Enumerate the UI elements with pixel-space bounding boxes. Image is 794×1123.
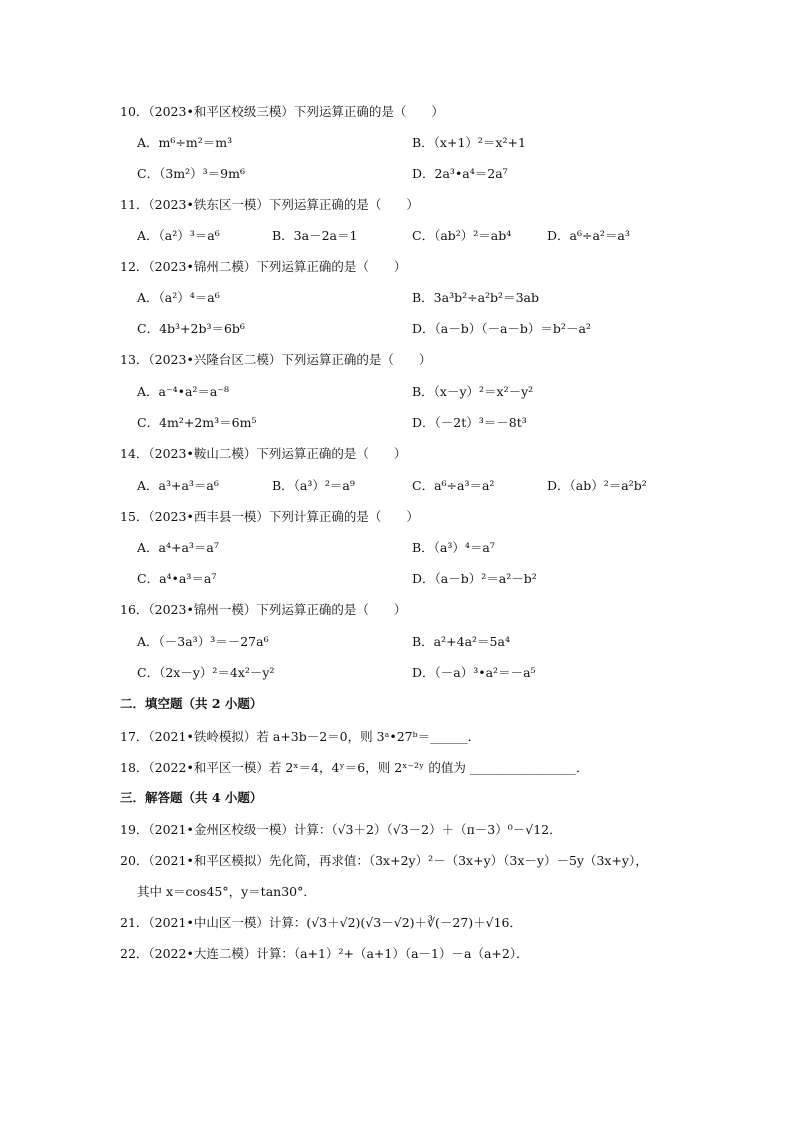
options-row: [0, 226, 794, 246]
options-row: [0, 382, 794, 402]
option-b: B．（x－y）²＝x²－y²: [412, 384, 534, 399]
option-a: A．a³+a³＝a⁶: [137, 478, 219, 493]
option-a: A．（－3a³）³＝－27a⁶: [137, 634, 269, 649]
question-13: [0, 350, 794, 370]
question-stem: 21．（2021•中山区一模）计算：(√3＋√2)(√3－√2)＋∛(－27)＋√16．: [120, 915, 523, 930]
question-12: [0, 257, 794, 277]
options-row: [0, 288, 794, 308]
option-d: D．（a－b）²＝a²－b²: [412, 571, 537, 586]
question-stem: 15．（2023•西丰县一模）下列计算正确的是（ ）: [120, 509, 419, 524]
option-a: A．（a²）³＝a⁶: [137, 228, 220, 243]
option-b: B．（a³）⁴＝a⁷: [412, 540, 495, 555]
option-b: B．（x+1）²＝x²+1: [412, 135, 526, 150]
question-16: [0, 600, 794, 620]
option-d: D．a⁶÷a²＝a³: [547, 228, 630, 243]
option-d: D．（a－b）（－a－b）＝b²－a²: [412, 321, 591, 336]
option-c: C．（3m²）³＝9m⁶: [137, 166, 245, 181]
question-stem: 22．（2022•大连二模）计算：（a+1）²+（a+1）（a－1）－a（a+2）．: [120, 946, 529, 961]
option-a: A．（a²）⁴＝a⁶: [137, 290, 220, 305]
question-stem: 13．（2023•兴隆台区二模）下列运算正确的是（ ）: [120, 352, 432, 367]
option-d: D．2a³•a⁴＝2a⁷: [412, 166, 508, 181]
option-c: C．（ab²）²＝ab⁴: [412, 228, 512, 243]
question-stem: 10．（2023•和平区校级三模）下列运算正确的是（ ）: [120, 104, 444, 119]
option-b: B．3a³b²÷a²b²＝3ab: [412, 290, 539, 305]
option-c: C．a⁶÷a³＝a²: [412, 478, 495, 493]
question-10: [0, 102, 794, 122]
question-15: [0, 507, 794, 527]
question-stem: 16．（2023•锦州一模）下列运算正确的是（ ）: [120, 602, 407, 617]
question-17: [0, 727, 794, 747]
question-stem: 11．（2023•铁东区一模）下列运算正确的是（ ）: [120, 197, 419, 212]
section-heading: [0, 694, 794, 714]
option-c: C．a⁴•a³＝a⁷: [137, 571, 217, 586]
option-b: B．（a³）²＝a⁹: [272, 478, 355, 493]
option-b: B．3a－2a＝1: [272, 228, 358, 243]
option-c: C．（2x－y）²＝4x²－y²: [137, 665, 275, 680]
options-row: [0, 538, 794, 558]
option-a: A．a⁻⁴•a²＝a⁻⁸: [137, 384, 229, 399]
question-stem: 17．（2021•铁岭模拟）若 a+3b－2＝0，则 3ᵃ•27ᵇ＝______．: [120, 729, 481, 744]
option-c: C．4b³+2b³＝6b⁶: [137, 321, 245, 336]
question-21: [0, 913, 794, 933]
option-b: B．a²+4a²＝5a⁴: [412, 634, 510, 649]
options-row: [0, 413, 794, 433]
question-stem: 20．（2021•和平区模拟）先化简，再求值：（3x+2y）²－（3x+y）（3x－y）－5y（3x+y），: [120, 853, 648, 868]
option-a: A．m⁶÷m²＝m³: [137, 135, 233, 150]
section-2-title: 二．填空题（共 2 小题）: [120, 696, 263, 711]
question-20-continued: [0, 882, 794, 902]
question-stem-continued: 其中 x＝cos45°，y＝tan30°．: [137, 884, 316, 899]
question-stem: 12．（2023•锦州二模）下列运算正确的是（ ）: [120, 259, 407, 274]
question-14: [0, 444, 794, 464]
option-d: D．（－a）³•a²＝－a⁵: [412, 665, 536, 680]
options-row: [0, 319, 794, 339]
section-3-title: 三．解答题（共 4 小题）: [120, 790, 263, 805]
options-row: [0, 164, 794, 184]
question-stem: 14．（2023•鞍山二模）下列运算正确的是（ ）: [120, 446, 407, 461]
section-heading: [0, 788, 794, 808]
question-18: [0, 758, 794, 778]
options-row: [0, 476, 794, 496]
question-22: [0, 944, 794, 964]
options-row: [0, 569, 794, 589]
question-11: [0, 195, 794, 215]
options-row: [0, 133, 794, 153]
question-19: [0, 820, 794, 840]
question-stem: 19．（2021•金州区校级一模）计算：（√3＋2）（√3－2）＋（π－3）⁰－√12．: [120, 822, 562, 837]
option-a: A．a⁴+a³＝a⁷: [137, 540, 219, 555]
question-20: [0, 851, 794, 871]
options-row: [0, 663, 794, 683]
options-row: [0, 632, 794, 652]
option-c: C．4m²+2m³＝6m⁵: [137, 415, 257, 430]
option-d: D．（ab）²＝a²b²: [547, 478, 647, 493]
option-d: D．（－2t）³＝－8t³: [412, 415, 527, 430]
question-stem: 18．（2022•和平区一模）若 2ˣ＝4，4ʸ＝6，则 2ˣ⁻²ʸ 的值为 _________________．: [120, 760, 589, 775]
